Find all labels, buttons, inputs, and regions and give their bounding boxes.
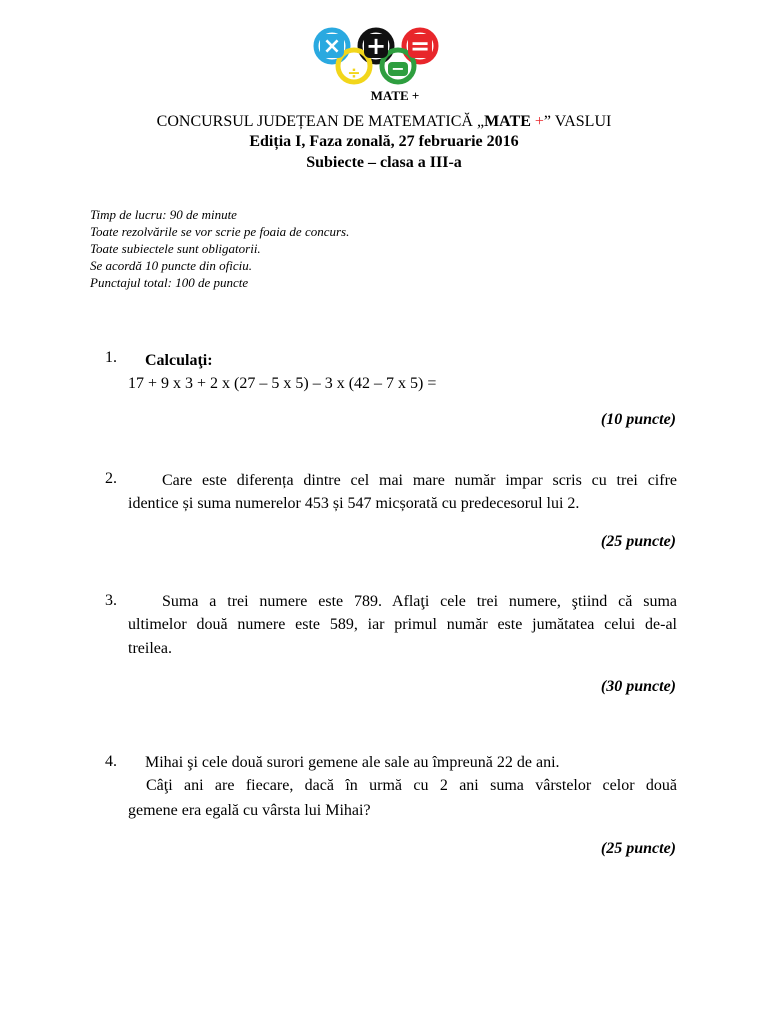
instruction-line: Timp de lucru: 90 de minute — [90, 207, 237, 222]
instruction-line: Se acordă 10 puncte din oficiu. — [90, 258, 252, 273]
logo-caption: MATE + — [370, 88, 420, 103]
problem-text-line: Care este diferența dintre cel mai mare număr impar scris cu trei cifre — [162, 472, 677, 489]
contest-title: CONCURSUL JUDEȚEAN DE MATEMATICĂ „MATE +” VASLUI — [156, 113, 612, 130]
problem-text-line: ultimelor două numere este 589, iar primul număr este jumătatea celui de-al — [128, 616, 677, 633]
problem-points: (30 puncte) — [600, 678, 676, 695]
problem-points: (25 puncte) — [600, 533, 676, 550]
edition-line: Ediția I, Faza zonală, 27 februarie 2016 — [249, 133, 519, 150]
problem-points: (10 puncte) — [600, 411, 676, 428]
svg-text:×: × — [322, 34, 342, 59]
svg-text:÷: ÷ — [347, 63, 361, 82]
problem-text-line: treilea. — [128, 640, 172, 657]
problem-number: 4. — [105, 753, 117, 770]
problem-points: (25 puncte) — [600, 840, 676, 857]
instructions-block — [90, 206, 349, 291]
problem-title: Calculaţi: — [145, 352, 213, 369]
problem-text-line: identice și suma numerelor 453 și 547 micșorată cu predecesorul lui 2. — [128, 495, 580, 512]
problem-text-line: Câţi ani are fiecare, dacă în urmă cu 2 ani suma vârstelor celor două — [146, 777, 677, 794]
instruction-line: Punctajul total: 100 de puncte — [90, 275, 249, 290]
instruction-line: Toate rezolvările se vor scrie pe foaia de concurs. — [90, 224, 350, 239]
problem-text-line: Mihai şi cele două surori gemene ale sale au împreună 22 de ani. — [145, 754, 560, 771]
instruction-line: Toate subiectele sunt obligatorii. — [90, 241, 261, 256]
svg-text:−: − — [391, 59, 405, 78]
contest-logo — [302, 20, 448, 106]
grade-line: Subiecte – clasa a III-a — [306, 154, 462, 171]
svg-text:+: + — [365, 32, 387, 60]
svg-text:=: = — [409, 32, 431, 60]
problem-number: 3. — [105, 592, 117, 609]
problem-number: 1. — [105, 349, 117, 366]
problem-number: 2. — [105, 470, 117, 487]
problem-expression: 17 + 9 x 3 + 2 x (27 – 5 x 5) – 3 x (42 – 7 x 5) = — [128, 375, 437, 392]
problem-text-line: Suma a trei numere este 789. Aflaţi cele trei numere, ştiind că suma — [162, 593, 677, 610]
problem-text-line: gemene era egală cu vârsta lui Mihai? — [128, 802, 371, 819]
